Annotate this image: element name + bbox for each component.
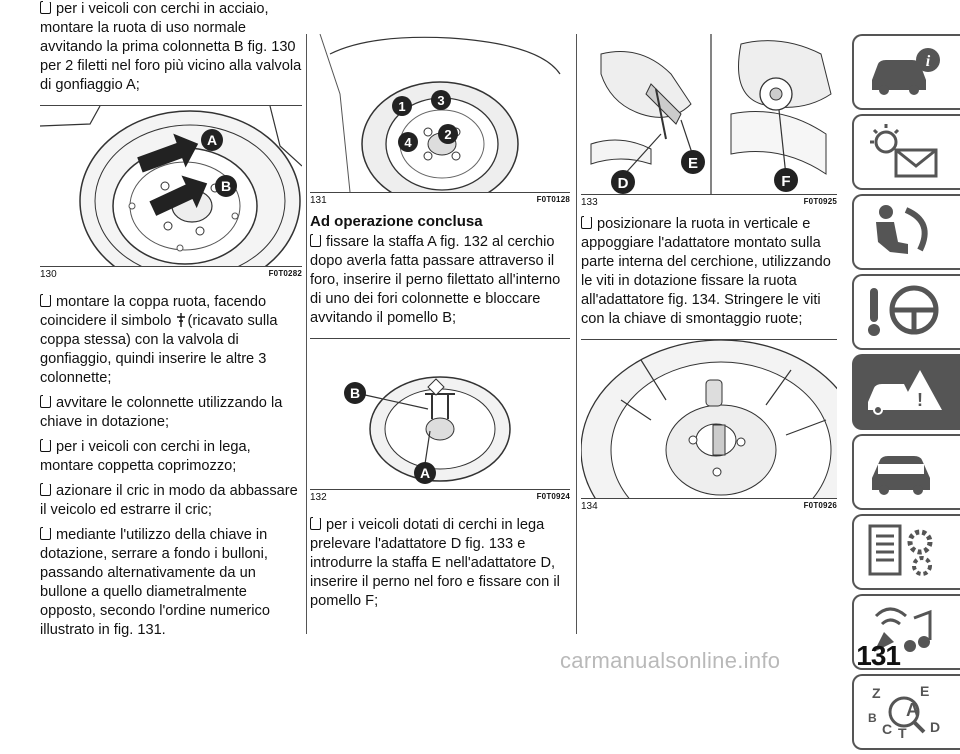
column-2 (310, 0, 570, 617)
figure-133 (581, 34, 837, 195)
tab-technical-data[interactable] (852, 514, 960, 590)
adapter-assembly-illustration (581, 34, 837, 194)
checkbox-bullet-icon (40, 395, 51, 408)
checkbox-bullet-icon (40, 294, 51, 307)
starting-driving-icon (864, 282, 944, 340)
bracket-fixing-illustration (310, 339, 570, 489)
figure-caption: 133 F0T0925 (581, 197, 837, 208)
car-info-icon (864, 42, 944, 100)
svg-text:B: B (868, 711, 877, 725)
step-paragraph: montare la coppa ruota, facendo coincidere il simbolo (ricavato sulla coppa stessa) con la valvola di gonfiaggio, quindi inserire le altre 3 colonnette; (40, 294, 278, 386)
svg-text:Z: Z (872, 685, 881, 701)
step-paragraph: per i veicoli con cerchi in lega, montare coppetta coprimozzo; (40, 439, 251, 474)
figure-label-b: B (220, 178, 232, 194)
svg-text:T: T (898, 725, 907, 740)
figure-caption: 131 F0T0128 (310, 195, 570, 206)
figure-134 (581, 339, 837, 499)
warning-lights-icon (864, 122, 944, 180)
figure-label-a: A (206, 132, 218, 148)
step-paragraph: avvitare le colonnette utilizzando la chiave in dotazione; (40, 395, 283, 430)
svg-text:C: C (882, 721, 893, 737)
checkbox-bullet-icon (40, 439, 51, 452)
column-divider (306, 34, 307, 634)
figure-caption: 132 F0T0924 (310, 492, 570, 503)
step-paragraph: mediante l'utilizzo della chiave in dotazione, serrare a fondo i bulloni, passando alternativamente da un bullone a quello diametralmente opposto, secondo l'ordine numerico illustrato in fig. 131. (40, 527, 270, 638)
bolt-order-1: 1 (398, 99, 406, 114)
wheel-bolt-order-illustration (310, 34, 570, 192)
safety-airbag-icon (864, 202, 944, 260)
figure-label-b: B (349, 385, 361, 401)
step-paragraph: fissare la staffa A fig. 132 al cerchio dopo averla fatta passare attraverso il foro, inserire il perno filettato all'interno di uno dei fori colonnette e bloccare avvitando il pomello B; (310, 234, 561, 326)
figure-caption: 130 F0T0282 (40, 269, 302, 280)
emergency-icon (864, 362, 944, 420)
valve-symbol-icon (175, 313, 187, 327)
watermark: carmanualsonline.info (560, 648, 781, 673)
column-3 (581, 0, 837, 515)
figure-131 (310, 34, 570, 193)
figure-132 (310, 338, 570, 490)
svg-text:!: ! (917, 390, 923, 410)
tab-emergency[interactable] (852, 354, 960, 430)
step-paragraph: per i veicoli con cerchi in acciaio, montare la ruota di uso normale avvitando la prima colonnetta B fig. 130 per 2 filetti nel foro più vicino alla valvola di gonfiaggio A; (40, 1, 302, 93)
checkbox-bullet-icon (581, 216, 592, 229)
figure-label-f: F (781, 173, 791, 190)
index-icon (864, 682, 944, 740)
checkbox-bullet-icon (310, 234, 321, 247)
technical-data-icon (864, 522, 944, 580)
step-paragraph: posizionare la ruota in verticale e appoggiare l'adattatore montato sulla parte interna del cerchione, utilizzando le viti in dotazione fissare la ruota all'adattatore fig. 134. Stringere le viti con la chiave di smontaggio ruote; (581, 216, 831, 327)
figure-label-d: D (617, 175, 629, 192)
tab-warning-lights[interactable] (852, 114, 960, 190)
svg-text:E: E (920, 683, 930, 699)
figure-caption: 134 F0T0926 (581, 501, 837, 512)
step-paragraph: per i veicoli dotati di cerchi in lega prelevare l'adattatore D fig. 133 e introdurre la staffa E nell'adattatore D, inserire il perno nel foro e fissare con il pomello F; (310, 517, 560, 609)
tab-car-info[interactable] (852, 34, 960, 110)
tab-maintenance[interactable] (852, 434, 960, 510)
tab-safety[interactable] (852, 194, 960, 270)
column-divider (576, 34, 577, 634)
tab-index[interactable] (852, 674, 960, 750)
svg-text:i: i (925, 53, 931, 70)
wheel-on-adapter-illustration (581, 340, 837, 498)
checkbox-bullet-icon (40, 483, 51, 496)
bolt-order-2: 2 (444, 127, 452, 142)
column-1 (40, 0, 302, 646)
bolt-order-3: 3 (437, 93, 445, 108)
figure-label-e: E (687, 155, 699, 172)
figure-130 (40, 105, 302, 267)
svg-text:A: A (906, 700, 919, 720)
figure-label-a: A (419, 465, 431, 481)
page-number: 131 (856, 640, 900, 671)
checkbox-bullet-icon (40, 1, 51, 14)
wheel-mounting-illustration (40, 106, 302, 266)
checkbox-bullet-icon (40, 527, 51, 540)
tab-starting-driving[interactable] (852, 274, 960, 350)
section-heading: Ad operazione conclusa (310, 213, 483, 230)
bolt-order-4: 4 (404, 135, 412, 150)
svg-text:D: D (930, 719, 941, 735)
checkbox-bullet-icon (310, 517, 321, 530)
maintenance-icon (864, 442, 944, 500)
step-paragraph: azionare il cric in modo da abbassare il veicolo ed estrarre il cric; (40, 483, 298, 518)
